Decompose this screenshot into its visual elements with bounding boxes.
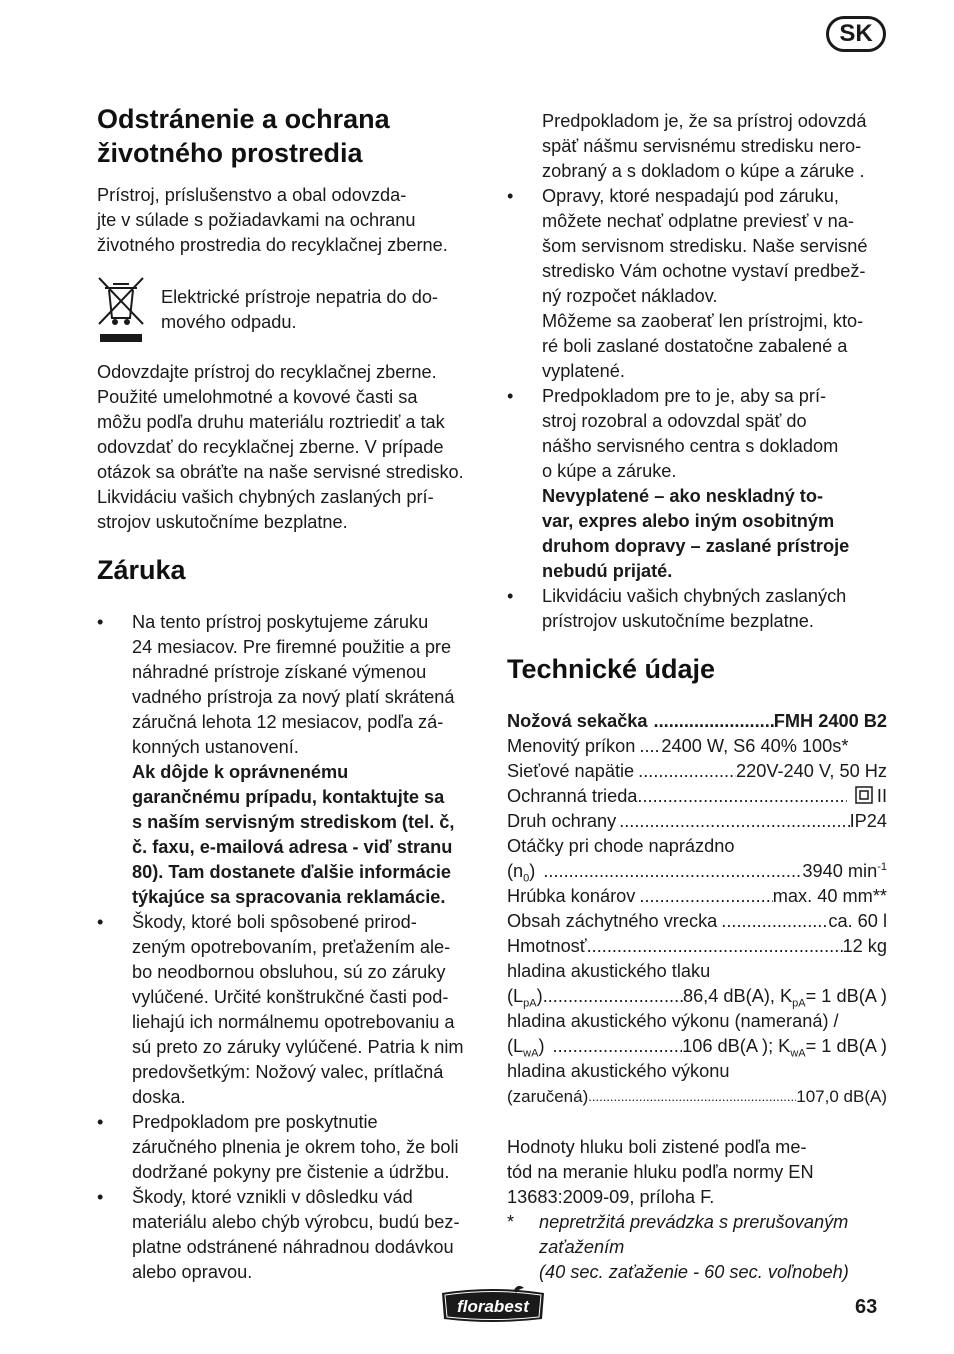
list-item [97, 910, 487, 1110]
spec-row-lwa-title [507, 1009, 887, 1034]
spec-row-lpa-title [507, 959, 887, 984]
protection-class-value: II [876, 786, 887, 806]
spec-label: Hmotnosť [507, 936, 587, 956]
text-line: Predpokladom pre to je, aby sa prí- [542, 386, 827, 406]
subscript: pA [523, 997, 537, 1010]
spec-value: 12 kg [842, 936, 887, 956]
text-line: náhradné prístroje získané výmenou [132, 662, 427, 682]
text-line: vyplatené. [542, 361, 625, 381]
value-part: 3940 min [802, 861, 878, 881]
leader-dots [635, 884, 772, 909]
spec-label: Otáčky pri chode naprázdno [507, 836, 735, 856]
text-line: jte v súlade s požiadavkami na ochranu [97, 210, 416, 230]
text-line: vylúčené. Určité konštrukčné časti pod- [132, 987, 449, 1007]
label-part: (n [507, 861, 524, 881]
text-line: zaťažením [539, 1237, 625, 1257]
subscript: wA [790, 1047, 806, 1060]
leader-dots [717, 909, 828, 934]
bullet-marker: • [507, 386, 514, 406]
value-part: 86,4 dB(A), K [682, 986, 793, 1006]
text-line: životného prostredia do recyklačnej zberne. [97, 235, 448, 255]
text-line: (40 sec. zaťaženie - 60 sec. voľnobeh) [539, 1262, 849, 1282]
text-line: ný rozpočet nákladov. [542, 286, 718, 306]
leader-dots [587, 934, 843, 959]
spec-label [507, 1034, 545, 1059]
spec-row-guaranteed-title [507, 1059, 887, 1084]
text-line: strojov uskutočníme bezplatne. [97, 512, 348, 532]
spec-label [507, 859, 535, 884]
warranty-list [97, 610, 487, 1285]
text-line: tód na meranie hluku podľa normy EN [507, 1162, 814, 1182]
text-line: späť nášmu servisnému stredisku nero- [542, 136, 862, 156]
bold-text-line: nebudú prijaté. [542, 561, 673, 581]
spec-value: ca. 60 l [828, 911, 887, 931]
superscript: -1 [877, 860, 887, 873]
bullet-marker: • [97, 1112, 104, 1132]
technical-data-title: Technické údaje [507, 654, 716, 684]
spec-row-rpm-title [507, 834, 887, 859]
text-line: stredisko Vám ochotne vystaví predbež- [542, 261, 866, 281]
footnote-marker: * [507, 1212, 515, 1232]
spec-label: Ochranná trieda [507, 786, 638, 806]
warranty-list-continued [507, 184, 887, 634]
text-line: predovšetkým: Nožový valec, prítlačná [132, 1062, 444, 1082]
spec-row-bag [507, 909, 887, 934]
spec-label: Druh ochrany [507, 811, 617, 831]
list-item [97, 1185, 487, 1285]
text-line: Prístroj, príslušenstvo a obal odovzda- [97, 185, 407, 205]
label-part: (L [507, 986, 524, 1006]
leader-dots [648, 709, 774, 734]
text-line: Odovzdajte prístroj do recyklačnej zberne. [97, 362, 437, 382]
disposal-title-line2: životného prostredia [97, 138, 363, 168]
crossed-bin-icon [97, 276, 145, 344]
text-line: sú preto zo záruky vylúčené. Patria k nim [132, 1037, 464, 1057]
text-line: Likvidáciu vašich chybných zaslaných [542, 586, 847, 606]
text-line: platne odstránené náhradnou dodávkou [132, 1237, 454, 1257]
value-part: = 1 dB(A ) [805, 986, 887, 1006]
text-line: záručného plnenia je okrem toho, že boli [132, 1137, 459, 1157]
text-line: záručná lehota 12 mesiacov, podľa zá- [132, 712, 444, 732]
double-insulation-icon [855, 786, 873, 804]
spec-row-guaranteed [507, 1084, 887, 1109]
logo-text: florabest [457, 1297, 529, 1316]
spec-value [683, 984, 887, 1009]
bold-text-line: 80). Tam dostanete ďalšie informácie [132, 862, 451, 882]
spec-row-branch [507, 884, 887, 909]
spec-label: Nožová sekačka [507, 711, 648, 731]
spec-label: hladina akustického tlaku [507, 961, 711, 981]
footnote-item [507, 1210, 887, 1285]
text-line: prístrojov uskutočníme bezplatne. [542, 611, 814, 631]
spec-label: Menovitý príkon [507, 736, 636, 756]
leader-dots [535, 859, 802, 884]
spec-row-rpm [507, 859, 887, 884]
bullet-marker: • [507, 586, 514, 606]
text-line: stroj rozobral a odovzdal späť do [542, 411, 807, 431]
subscript: pA [792, 997, 806, 1010]
disposal-paragraph-1 [97, 183, 482, 258]
text-line: Opravy, ktoré nespadajú pod záruku, [542, 186, 839, 206]
spec-label: hladina akustického výkonu [507, 1061, 730, 1081]
text-line: konných ustanovení. [132, 737, 299, 757]
text-line: môžu podľa druhu materiálu roztriediť a tak [97, 412, 445, 432]
text-line: 13683:2009-09, príloha F. [507, 1187, 715, 1207]
warranty-title: Záruka [97, 555, 186, 585]
disposal-title [97, 102, 482, 170]
spec-value: 220V-240 V, 50 Hz [735, 761, 887, 781]
spec-label [507, 984, 543, 1009]
disposal-paragraph-2 [97, 360, 482, 535]
spec-row-protection-class [507, 784, 887, 809]
text-line: doska. [132, 1087, 186, 1107]
text-line: Škody, ktoré boli spôsobené prirod- [132, 912, 417, 932]
leader-dots [616, 809, 849, 834]
text-line: môžete nechať odplatne previesť v na- [542, 211, 854, 231]
disposal-section [97, 102, 482, 170]
spec-value: FMH 2400 B2 [773, 711, 887, 731]
noise-note [507, 1135, 887, 1210]
leader-dots [634, 759, 736, 784]
bullet-marker: • [507, 186, 514, 206]
subscript: 0 [523, 872, 530, 885]
label-part: ) [536, 986, 543, 1006]
bold-text-line: var, expres alebo iným osobitným [542, 511, 835, 531]
text-line: Použité umelohmotné a kovové časti sa [97, 387, 418, 407]
text-line: mového odpadu. [161, 312, 297, 332]
subscript: wA [523, 1047, 539, 1060]
bold-text-line: č. faxu, e-mailová adresa - viď stranu [132, 837, 453, 857]
list-item [507, 184, 887, 384]
text-line: odovzdať do recyklačnej zberne. V prípade [97, 437, 444, 457]
spec-row-ip [507, 809, 887, 834]
text-line: nepretržitá prevádzka s prerušovaným [539, 1212, 849, 1232]
text-line: Škody, ktoré vznikli v dôsledku vád [132, 1187, 413, 1207]
list-item [507, 384, 887, 584]
text-line: nášho servisného centra s dokladom [542, 436, 839, 456]
spec-label: Hrúbka konárov [507, 886, 636, 906]
label-part: ) [529, 861, 536, 881]
list-item [507, 584, 887, 634]
text-line: liehajú ich normálnemu opotrebovaniu a [132, 1012, 455, 1032]
spec-row-model [507, 709, 887, 734]
text-line: Elektrické prístroje nepatria do do- [161, 287, 438, 307]
text-line: vadného prístroja za nový platí skrátená [132, 687, 455, 707]
florabest-logo [438, 1285, 548, 1325]
text-line: zobraný a s dokladom o kúpe a záruke . [542, 161, 865, 181]
warranty-continuation [542, 109, 892, 184]
spec-row-voltage [507, 759, 887, 784]
spec-value: 2400 W, S6 40% 100s* [661, 736, 849, 756]
text-line: Hodnoty hluku boli zistené podľa me- [507, 1137, 807, 1157]
spec-label: Obsah záchytného vrecka [507, 911, 718, 931]
text-line: 24 mesiacov. Pre firemné použitie a pre [132, 637, 452, 657]
spec-value [802, 859, 887, 884]
spec-label: (zaručená) [507, 1087, 589, 1106]
technical-specs [507, 709, 887, 1109]
text-line: otázok sa obráťte na naše servisné stredisko. [97, 462, 464, 482]
text-line: alebo opravou. [132, 1262, 253, 1282]
spec-row-weight [507, 934, 887, 959]
text-line: zeným opotrebovaním, preťažením ale- [132, 937, 451, 957]
spec-row-lpa [507, 984, 887, 1009]
bold-text-line: garančnému prípadu, kontaktujte sa [132, 787, 445, 807]
spec-value: max. 40 mm** [772, 886, 887, 906]
leader-dots [545, 1034, 683, 1059]
text-line: Na tento prístroj poskytujeme záruku [132, 612, 429, 632]
spec-row-lwa [507, 1034, 887, 1059]
text-line: o kúpe a záruke. [542, 461, 677, 481]
list-item [97, 610, 487, 910]
text-line: Likvidáciu vašich chybných zaslaných prí- [97, 487, 434, 507]
text-line: Môžeme sa zaoberať len prístrojmi, kto- [542, 311, 864, 331]
leader-dots [588, 1084, 796, 1109]
spec-value: IP24 [849, 811, 887, 831]
spec-label: Sieťové napätie [507, 761, 635, 781]
spec-value [682, 1034, 887, 1059]
label-part: (L [507, 1036, 524, 1056]
leader-dots [543, 984, 683, 1009]
disposal-title-line1: Odstránenie a ochrana [97, 104, 390, 134]
leader-dots [637, 784, 846, 809]
value-part: = 1 dB(A ) [805, 1036, 887, 1056]
bold-text-line: týkajúce sa spracovania reklamácie. [132, 887, 446, 907]
bold-text-line: druhom dopravy – zaslané prístroje [542, 536, 850, 556]
text-line: materiálu alebo chýb výrobcu, budú bez- [132, 1212, 460, 1232]
list-item [97, 1110, 487, 1185]
value-part: 106 dB(A ); K [682, 1036, 791, 1056]
weee-notice [161, 285, 481, 335]
page-number: 63 [855, 1296, 878, 1318]
text-line: dodržané pokyny pre čistenie a údržbu. [132, 1162, 450, 1182]
text-line: šom servisnom stredisku. Naše servisné [542, 236, 868, 256]
leader-dots [635, 734, 661, 759]
spec-value: 107,0 dB(A) [796, 1087, 887, 1106]
text-line: Predpokladom je, že sa prístroj odovzdá [542, 111, 867, 131]
bullet-marker: • [97, 1187, 104, 1207]
text-line: bo neodbornou obsluhou, sú zo záruky [132, 962, 446, 982]
bold-text-line: s naším servisným strediskom (tel. č, [132, 812, 455, 832]
spec-row-power [507, 734, 887, 759]
language-badge: SK [826, 16, 886, 52]
text-line: Predpokladom pre poskytnutie [132, 1112, 378, 1132]
bold-text-line: Nevyplatené – ako neskladný to- [542, 486, 824, 506]
text-line: ré boli zaslané dostatočne zabalené a [542, 336, 848, 356]
spec-label: hladina akustického výkonu (nameraná) / [507, 1011, 839, 1031]
footnote [507, 1210, 887, 1285]
label-part: ) [538, 1036, 545, 1056]
bullet-marker: • [97, 912, 104, 932]
bullet-marker: • [97, 612, 104, 632]
bold-text-line: Ak dôjde k oprávnenému [132, 762, 349, 782]
spec-value [847, 784, 887, 809]
